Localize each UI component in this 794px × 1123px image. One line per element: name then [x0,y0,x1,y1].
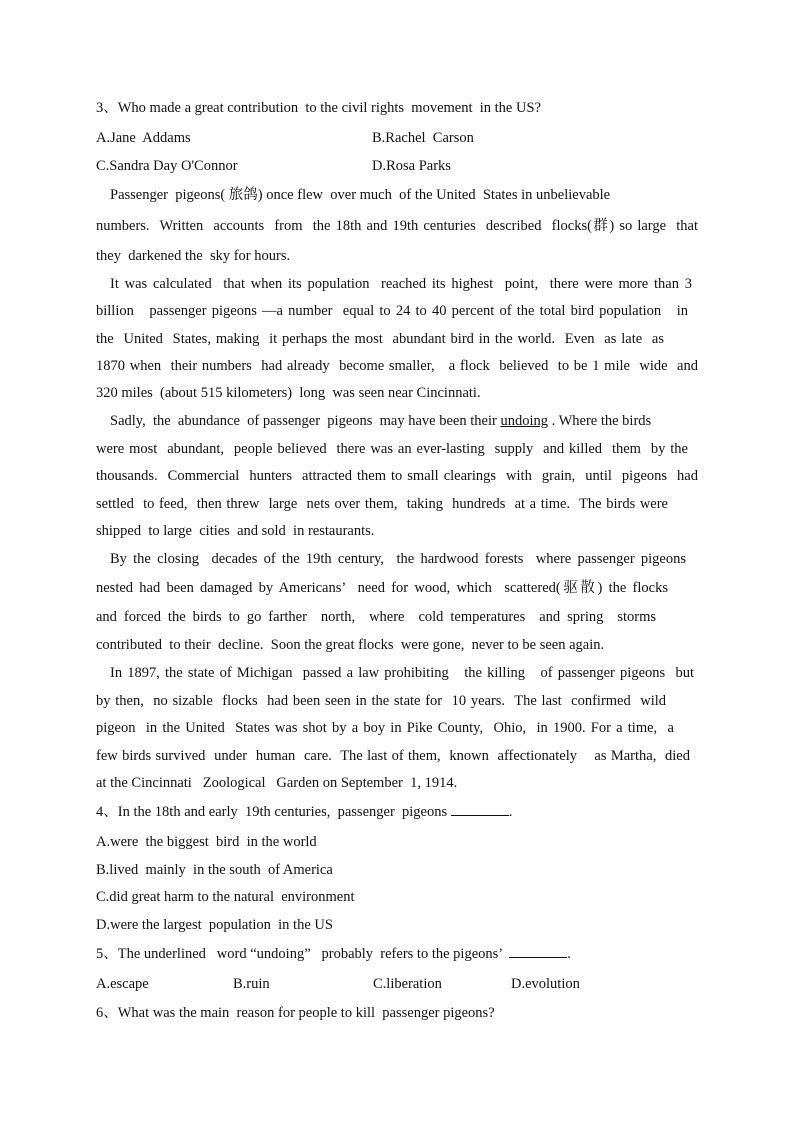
question-5-period: . [567,946,571,962]
question-5-option-b: B.ruin [233,976,270,992]
question-3-stem: 3、Who made a great contribution to the civil rights movement in the US? [96,100,541,116]
underlined-word-undoing: undoing [500,413,548,429]
question-3-option-d: D.Rosa Parks [372,158,451,174]
passage-p3-line: shipped to large cities and sold in restaurants. [96,523,375,539]
passage-p1-line: Passenger pigeons( 旅鸽) once flew over much of the United States in unbelievable [110,187,611,203]
passage-p3-text: Sadly, the abundance of passenger pigeons may have been their [110,413,501,429]
passage-p5-line: by then, no sizable flocks had been seen in the state for 10 years. The last confirmed wild [96,693,666,709]
passage-p1-line: they darkened the sky for hours. [96,248,291,264]
question-4-period: . [508,804,513,820]
passage-p4-line: By the closing decades of the 19th century, the hardwood forests where passenger pigeons [110,551,686,567]
passage-p1-line: numbers. Written accounts from the 18th and 19th centuries described flocks(群) so large that [96,218,698,234]
passage-p3-line: thousands. Commercial hunters attracted them to small clearings with grain, until pigeons had [96,468,698,484]
question-3-option-a: A.Jane Addams [96,130,191,146]
passage-p4-line: and forced the birds to go farther north, where cold temperatures and spring storms [96,609,656,625]
question-4-text: 4、In the 18th and early 19th centuries, passenger pigeons [96,804,451,820]
passage-p5-line: In 1897, the state of Michigan passed a law prohibiting the killing of passenger pigeons but [110,665,694,681]
question-5-option-d: D.evolution [511,976,580,992]
passage-p5-line: few birds survived under human care. The last of them, known affectionately as Martha, died [96,748,690,764]
question-3-option-b: B.Rachel Carson [372,130,474,146]
passage-p2-line: It was calculated that when its population reached its highest point, there were more than 3 [110,276,692,292]
question-3-option-c: C.Sandra Day O'Connor [96,158,238,174]
passage-p2-line: 1870 when their numbers had already become smaller, a flock believed to be 1 mile wide and [96,358,698,374]
passage-p5-line: at the Cincinnati Zoological Garden on September 1, 1914. [96,775,458,791]
question-6-stem: 6、What was the main reason for people to kill passenger pigeons? [96,1005,495,1021]
question-5-stem [96,945,571,963]
passage-p4-line: contributed to their decline. Soon the great flocks were gone, never to be seen again. [96,637,605,653]
question-4-stem [96,803,512,821]
question-4-option-d: D.were the largest population in the US [96,917,333,933]
passage-p5-line: pigeon in the United States was shot by a boy in Pike County, Ohio, in 1900. For a time, a [96,720,674,736]
passage-p3-text: . Where the birds [547,413,652,429]
passage-p4-line: nested had been damaged by Americans’ need for wood, which scattered(驱散) the flocks [96,580,668,596]
passage-p3-line: settled to feed, then threw large nets over them, taking hundreds at a time. The birds were [96,496,668,512]
question-4-option-a: A.were the biggest bird in the world [96,834,317,850]
passage-p2-line: billion passenger pigeons —a number equal to 24 to 40 percent of the total bird population in [96,303,688,319]
passage-p2-line: the United States, making it perhaps the most abundant bird in the world. Even as late as [96,331,664,347]
passage-p3-first-line [110,412,651,430]
question-5-option-c: C.liberation [373,976,442,992]
question-5-option-a: A.escape [96,976,149,992]
question-5-text: 5、The underlined word “undoing” probably refers to the pigeons’ [96,946,510,962]
answer-blank [509,945,567,958]
answer-blank [451,803,509,816]
question-4-option-c: C.did great harm to the natural environment [96,889,355,905]
passage-p2-line: 320 miles (about 515 kilometers) long was seen near Cincinnati. [96,385,481,401]
question-4-option-b: B.lived mainly in the south of America [96,862,333,878]
passage-p3-line: were most abundant, people believed there was an ever-lasting supply and killed them by the [96,441,688,457]
